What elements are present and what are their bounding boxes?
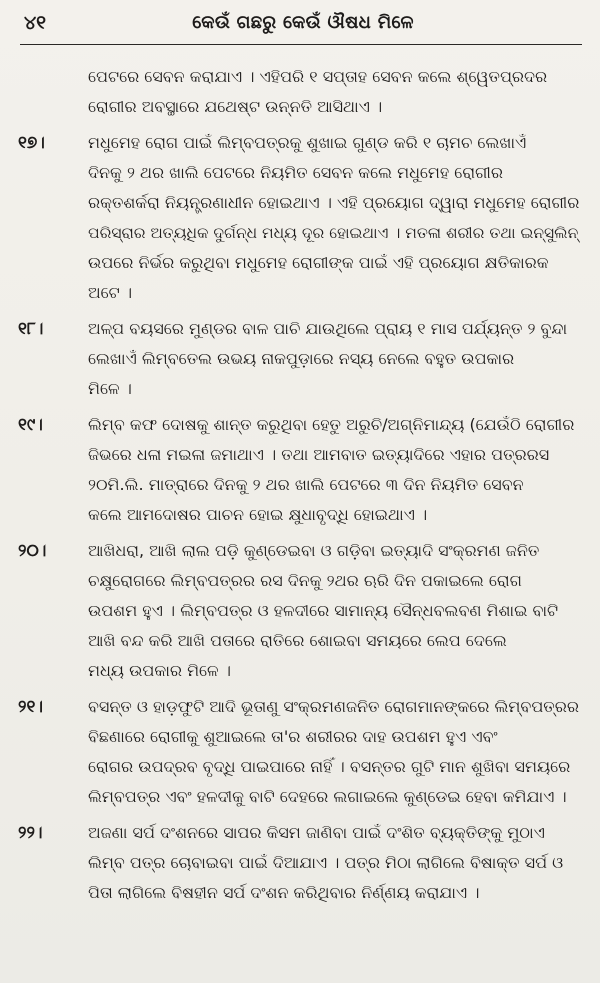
- text-line: ଲିମ୍ବ ପତ୍ର ଚୋବାଇବା ପାଇଁ ଦିଆଯାଏ । ପତ୍ର ମିଠା ଲାଗିଲେ ବିଷାକ୍ତ ସର୍ପ ଓ: [88, 853, 564, 872]
- page-header: [24, 8, 582, 48]
- text-line: ଆଖିଧରା, ଆଖି ଲାଲ ପଡ଼ି କୁଣ୍ଡେଇବା ଓ ଗଡ଼ିବା ଇତ୍ୟାଦି ସଂକ୍ରମଣ ଜନିତ: [88, 541, 540, 560]
- text-line: ଉପରେ ନିର୍ଭର କରୁଥିବା ମଧୁମେହ ରୋଗୀଙ୍କ ପାଇଁ ଏହି ପ୍ରୟୋଗ କ୍ଷତିକାରକ: [88, 253, 549, 272]
- text-line: ଜିଭରେ ଧଳା ମଇଳା ଜମାଥାଏ । ତଥା ଆମବାତ ଇତ୍ୟାଦିରେ ଏହାର ପତ୍ରରସ: [88, 445, 550, 464]
- entry-list: [18, 128, 582, 908]
- text-line: ଅଜଣା ସର୍ପ ଦଂଶନରେ ସାପର କିସମ ଜାଣିବା ପାଇଁ ଦଂଶିତ ବ୍ୟକ୍ତିଙ୍କୁ ମୁଠାଏ: [88, 823, 545, 842]
- text-line: ଉପଶମ ହୁଏ । ଲିମ୍ବପତ୍ର ଓ ହଳଦୀରେ ସାମାନ୍ୟ ସୈନ୍ଧବଲବଣ ମିଶାଇ ବାଟି: [88, 601, 559, 620]
- text-line: ଲିମ୍ବପତ୍ର ଏବଂ ହଳଦୀକୁ ବାଟି ଦେହରେ ଲଗାଇଲେ କୁଣ୍ଡେଇ ହେବା କମିଯାଏ ।: [88, 787, 567, 806]
- entry-number: ୨୨।: [18, 823, 43, 843]
- text-line: ୨୦ମି.ଲି. ମାତ୍ରାରେ ଦିନକୁ ୨ ଥର ଖାଲି ପେଟରେ ୩ ଦିନ ନିୟମିତ ସେବନ: [88, 475, 524, 494]
- text-line: ଅଟେ ।: [88, 283, 133, 302]
- entry-number: ୨୦।: [18, 541, 47, 561]
- entry-number: ୧୯।: [18, 415, 43, 435]
- text-line: ରକ୍ତଶର୍କରା ନିୟନ୍ତ୍ରଣାଧୀନ ହୋଇଥାଏ । ଏହି ପ୍ରୟୋଗ ଦ୍ୱାରା ମଧୁମେହ ରୋଗୀର: [88, 193, 580, 212]
- page-number: ୪୧: [24, 12, 47, 34]
- text-line: କଲେ ଆମଦୋଷର ପାଚନ ହୋଇ କ୍ଷୁଧାବୃଦ୍ଧି ହୋଇଥାଏ ।: [88, 505, 428, 524]
- numbered-entry: [18, 536, 582, 686]
- text-line: ରୋଗୀର ଅବସ୍ଥାରେ ଯଥେଷ୍ଟ ଉନ୍ନତି ଆସିଥାଏ ।: [88, 97, 383, 116]
- numbered-entry: [18, 692, 582, 812]
- text-line: ଲିମ୍ବ କଫ ଦୋଷକୁ ଶାନ୍ତ କରୁଥିବା ହେତୁ ଅରୁଚି/ଅଗ୍ନିମାନ୍ଦ୍ୟ (ଯେଉଁଠି ରୋଗୀର: [88, 415, 575, 434]
- text-line: ପରିସ୍ରାର ଅତ୍ୟଧିକ ଦୁର୍ଗନ୍ଧ ମଧ୍ୟ ଦୂର ହୋଇଥାଏ । ମତଳା ଶରୀର ତଥା ଇନ୍ସୁଲିନ୍: [88, 224, 579, 242]
- text-line: ମଧୁମେହ ରୋଗ ପାଇଁ ଲିମ୍ବପତ୍ରକୁ ଶୁଖାଇ ଗୁଣ୍ଡ କରି ୧ ଚାମଚ ଲେଖାଏଁ: [88, 133, 527, 152]
- running-title: କେଉଁ ଗଛରୁ କେଉଁ ଔଷଧ ମିଳେ: [192, 12, 414, 33]
- entry-number: ୨୧।: [18, 697, 43, 717]
- page-body: [18, 62, 582, 914]
- text-line: ପେଟରେ ସେବନ କରାଯାଏ । ଏହିପରି ୧ ସପ୍ତାହ ସେବନ କଲେ ଶ୍ୱେତପ୍ରଦର: [88, 67, 548, 86]
- text-line: ପିତା ଲାଗିଲେ ବିଷହୀନ ସର୍ପ ଦଂଶନ କରିଥିବାର ନିର୍ଣ୍ଣୟ କରାଯାଏ ।: [88, 883, 480, 902]
- text-line: ଅଳ୍ପ ବୟସରେ ମୁଣ୍ଡର ବାଳ ପାଚି ଯାଉଥିଲେ ପ୍ରାୟ ୧ ମାସ ପର୍ଯ୍ୟନ୍ତ ୨ ବୁନ୍ଦା: [88, 319, 568, 338]
- text-line: ଦିନକୁ ୨ ଥର ଖାଲି ପେଟରେ ନିୟମିତ ସେବନ କଲେ ମଧୁମେହ ରୋଗୀର: [88, 163, 503, 182]
- numbered-entry: [18, 410, 582, 530]
- text-line: ବିଛଣାରେ ରୋଗୀକୁ ଶୁଆଇଲେ ତା'ର ଶରୀରର ଦାହ ଉପଶମ ହୁଏ ଏବଂ: [88, 727, 498, 746]
- numbered-entry: [18, 128, 582, 308]
- text-line: ଲେଖାଏଁ ଲିମ୍ବତେଲ ଉଭୟ ନାକପୁଡ଼ାରେ ନସ୍ୟ ନେଲେ ବହୁତ ଉପକାର: [88, 349, 515, 368]
- entry-number: ୧୭।: [18, 133, 45, 153]
- text-line: ରୋଗର ଉପଦ୍ରବ ବୃଦ୍ଧି ପାଇପାରେ ନାହିଁ । ବସନ୍ତର ଗୁଟି ମାନ ଶୁଖିବା ସମୟରେ: [88, 757, 571, 776]
- text-line: ମଧ୍ୟ ଉପକାର ମିଳେ ।: [88, 661, 231, 680]
- numbered-entry: [18, 818, 582, 908]
- text-line: ଚକ୍ଷୁରୋଗରେ ଲିମ୍ବପତ୍ରର ରସ ଦିନକୁ ୨ଥର ଋରି ଦିନ ପକାଇଲେ ରୋଗ: [88, 571, 522, 590]
- text-line: ଆଖି ବନ୍ଦ କରି ଆଖି ପତାରେ ରାତିରେ ଶୋଇବା ସମୟରେ ଲେପ ଦେଲେ: [88, 631, 507, 650]
- header-divider: [20, 44, 582, 45]
- entry-number: ୧୮।: [18, 319, 44, 339]
- intro-paragraph: [18, 62, 582, 122]
- text-line: ବସନ୍ତ ଓ ହାଡ଼ଫୁଟି ଆଦି ଭୂତାଣୁ ସଂକ୍ରମଣଜନିତ ରୋଗମାନଙ୍କରେ ଲିମ୍ବପତ୍ରର: [88, 697, 579, 716]
- text-line: ମିଳେ ।: [88, 379, 132, 398]
- numbered-entry: [18, 314, 582, 404]
